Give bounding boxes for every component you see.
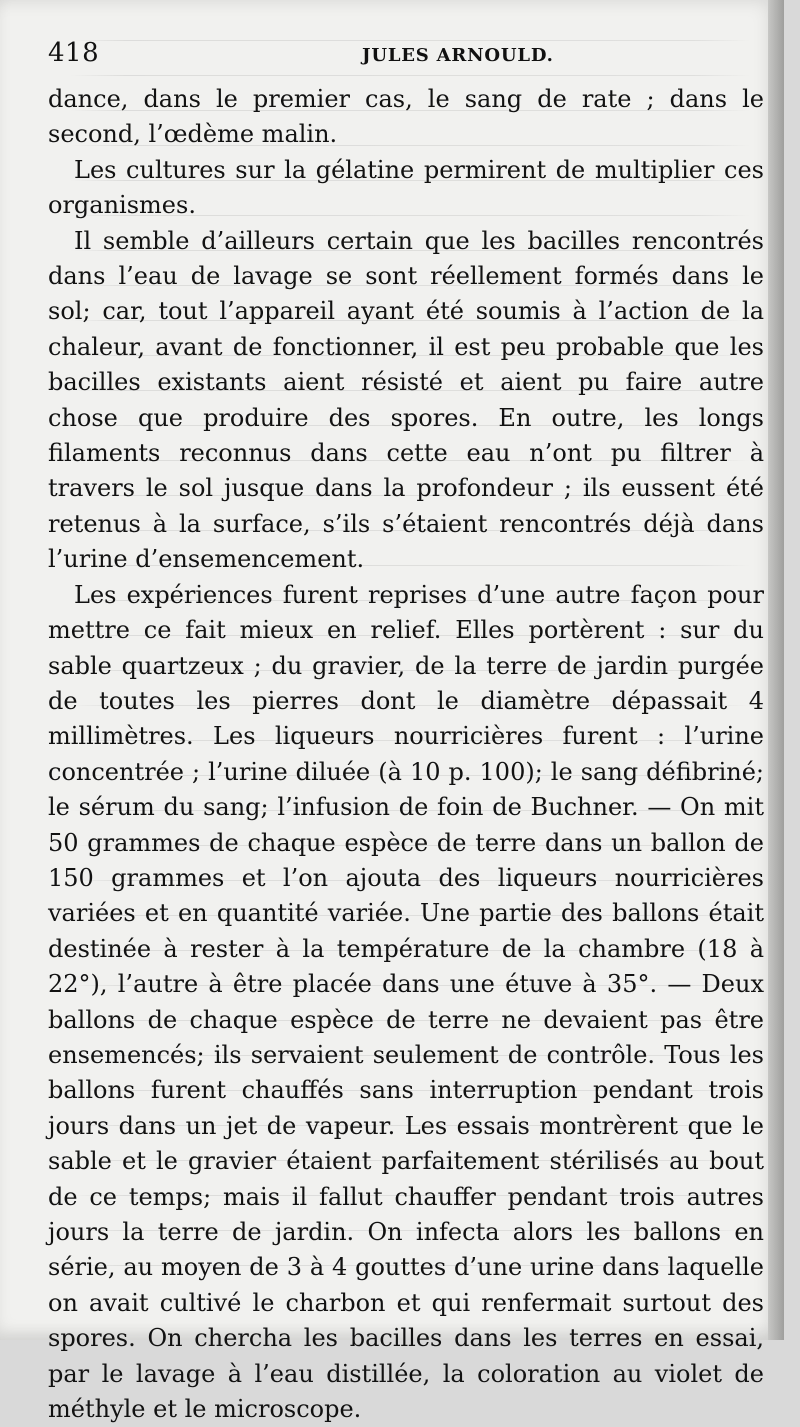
page-edge-shadow <box>768 0 784 1340</box>
paragraph-3: Il semble d’ailleurs certain que les bacilles rencontrés dans l’eau de lavage se sont réellement formés dans le sol; car, tout l’appareil ayant été soumis à l’action de la chaleur, avant de fonctionner, il est peu probable que les bacilles existants aient résisté et aient pu faire autre chose que produire des spores. En outre, les longs filaments reconnus dans cette eau n’ont pu filtrer à travers le sol jusque dans la profondeur ; ils eussent été retenus à la surface, s’ils s’étaient rencontrés déjà dans l’urine d’ensemencement. <box>48 226 764 574</box>
paragraph-4: Les expériences furent reprises d’une autre façon pour mettre ce fait mieux en relief. Elles portèrent : sur du sable quartzeux ; du gravier, de la terre de jardin purgée de toutes les pierres dont le diamètre dépassait 4 millimètres. Les liqueurs nourricières furent : l’urine concentrée ; l’urine diluée (à 10 p. 100); le sang défibriné; le sérum du sang; l’infusion de foin de Buchner. — On mit 50 grammes de chaque espèce de terre dans un ballon de 150 grammes et l’on ajouta des liqueurs nourricières variées et en quantité variée. Une partie des ballons était destinée à rester à la température de la chambre (18 à 22°), l’autre à être placée dans une étuve à 35°. — Deux ballons de chaque espèce de terre ne devaient pas être ensemencés; ils servaient seulement de contrôle. Tous les ballons furent chauffés sans interruption pendant trois jours dans un jet de vapeur. Les essais montrèrent que le sable et le gravier étaient parfaitement stérilisés au bout de ce temps; mais il fallut chauffer pendant trois autres jours la terre de jardin. On infecta alors les ballons en série, au moyen de 3 à 4 gouttes d’une urine dans laquelle on avait cultivé le charbon et qui renfermait surtout des spores. On chercha les bacilles dans les terres en essai, par le lavage à l’eau distillée, la coloration au violet de méthyle et le microscope. <box>48 580 764 1424</box>
paragraph-2: Les cultures sur la gélatine permirent de multiplier ces organismes. <box>48 155 764 220</box>
page-header <box>48 38 760 74</box>
running-title: JULES ARNOULD. <box>362 45 554 66</box>
page-body <box>48 82 764 1427</box>
paragraph-1: dance, dans le premier cas, le sang de rate ; dans le second, l’œdème malin. <box>48 85 764 149</box>
page-number: 418 <box>48 38 100 68</box>
